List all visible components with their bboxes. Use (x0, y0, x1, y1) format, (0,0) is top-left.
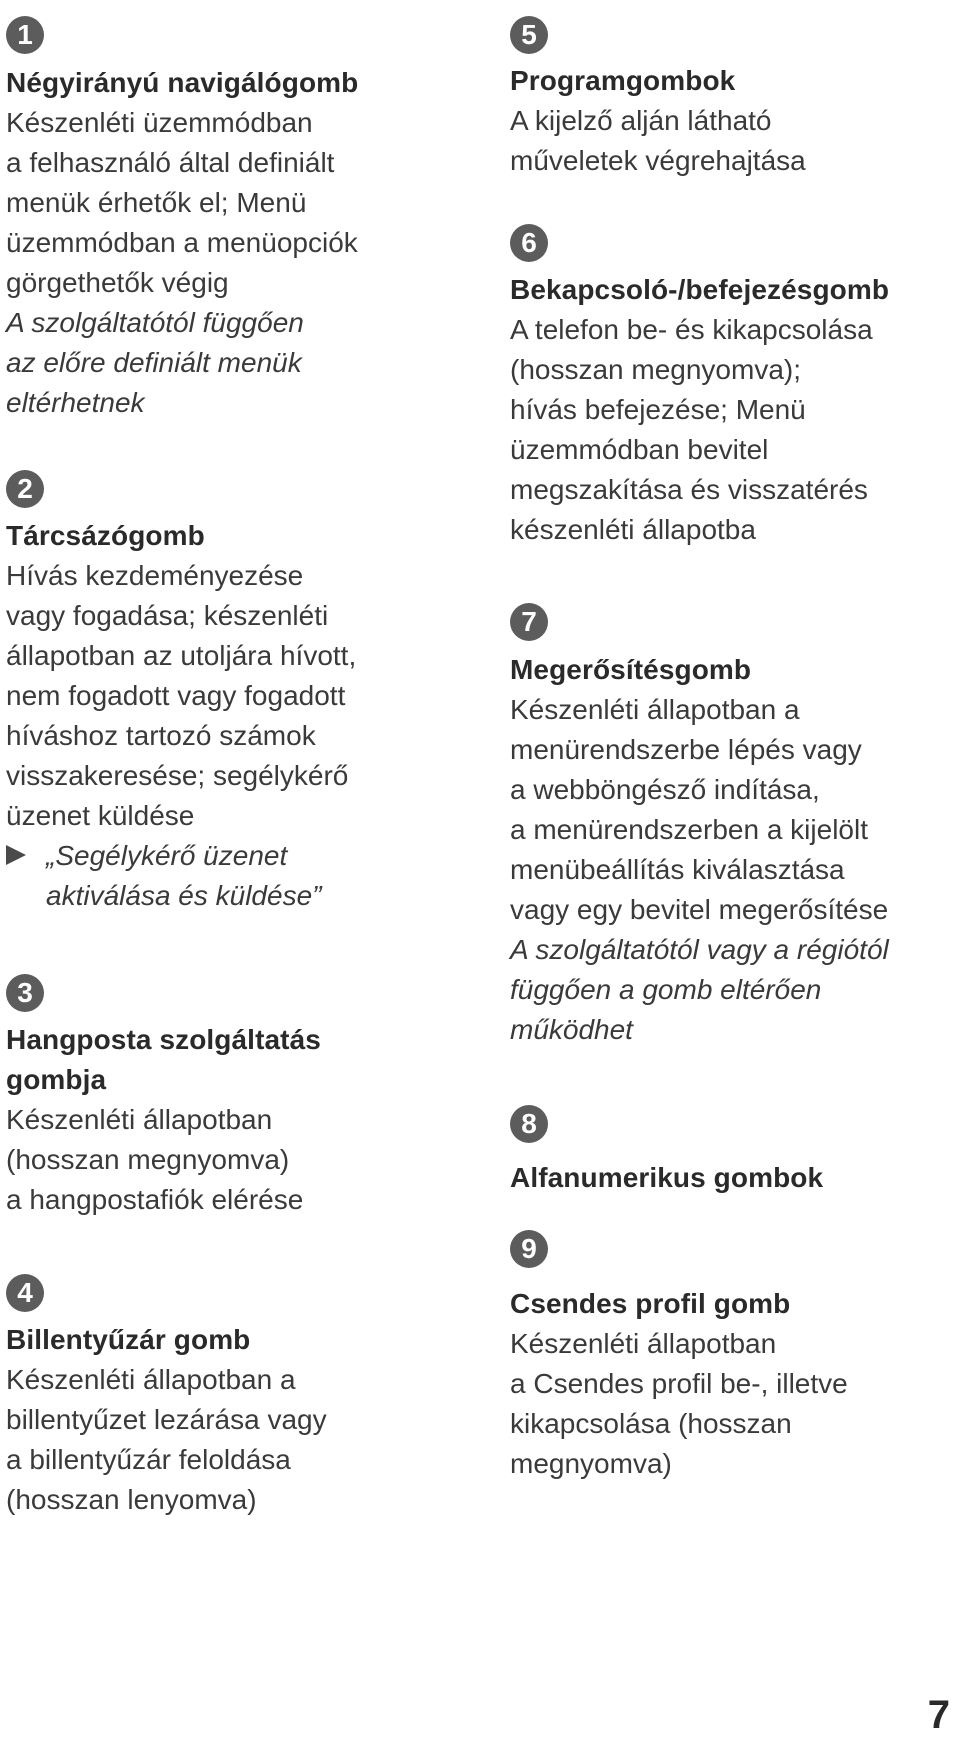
section-text-line: Készenléti állapotban a (6, 1364, 296, 1395)
section-text-line: Készenléti üzemmódban (6, 107, 313, 138)
section-title: Programgombok (510, 65, 736, 96)
section-title: Tárcsázógomb (6, 520, 205, 551)
section-text-line: a Csendes profil be-, illetve (510, 1368, 848, 1399)
section-title: Alfanumerikus gombok (510, 1162, 824, 1193)
section-text-line: (hosszan megnyomva) (6, 1144, 290, 1175)
section-title: Megerősítésgomb (510, 654, 752, 685)
section-text-line: híváshoz tartozó számok (6, 720, 316, 751)
section-number-badge: 5 (510, 16, 548, 54)
section-1-body (6, 63, 358, 423)
section-3-body (6, 1020, 321, 1220)
section-text-line: kikapcsolása (hosszan (510, 1408, 792, 1439)
section-text-line: a billentyűzár feloldása (6, 1444, 291, 1475)
section-2-body (6, 516, 356, 916)
cross-reference-text: aktiválása és küldése” (46, 880, 322, 911)
section-title: Csendes profil gomb (510, 1288, 791, 1319)
section-text-line: a hangpostafiók elérése (6, 1184, 304, 1215)
section-number-badge: 1 (6, 16, 44, 54)
section-text-line: üzemmódban bevitel (510, 434, 769, 465)
section-4-body (6, 1320, 327, 1520)
section-text-line: vagy fogadása; készenléti (6, 600, 329, 631)
section-text-line: Készenléti állapotban (6, 1104, 273, 1135)
section-8-body (510, 1158, 823, 1198)
section-number-badge: 6 (510, 224, 548, 262)
section-text-line: billentyűzet lezárása vagy (6, 1404, 327, 1435)
section-text-line: üzenet küldése (6, 800, 195, 831)
section-note-line: A szolgáltatótól függően (6, 307, 304, 338)
section-text-line: állapotban az utoljára hívott, (6, 640, 357, 671)
section-7-body (510, 650, 889, 1050)
section-title: Billentyűzár gomb (6, 1324, 251, 1355)
section-text-line: hívás befejezése; Menü (510, 394, 806, 425)
section-6-body (510, 270, 889, 550)
section-title: Bekapcsoló-/befejezésgomb (510, 274, 890, 305)
section-text-line: a menürendszerben a kijelölt (510, 814, 868, 845)
section-9-body (510, 1284, 848, 1484)
cross-reference-link[interactable] (6, 876, 356, 916)
section-text-line: menürendszerbe lépés vagy (510, 734, 862, 765)
section-text-line: (hosszan megnyomva); (510, 354, 802, 385)
section-text-line: A telefon be- és kikapcsolása (510, 314, 873, 345)
section-text-line: visszakeresése; segélykérő (6, 760, 349, 791)
section-5-body (510, 61, 806, 181)
section-note-line: A szolgáltatótól vagy a régiótól (510, 934, 889, 965)
page-number: 7 (927, 1693, 950, 1737)
section-text-line: megszakítása és visszatérés (510, 474, 868, 505)
section-text-line: menük érhetők el; Menü (6, 187, 307, 218)
section-number-badge: 4 (6, 1274, 44, 1312)
section-number-badge: 9 (510, 1230, 548, 1268)
section-text-line: Készenléti állapotban (510, 1328, 777, 1359)
section-number-badge: 2 (6, 470, 44, 508)
section-text-line: üzemmódban a menüopciók (6, 227, 358, 258)
section-text-line: nem fogadott vagy fogadott (6, 680, 346, 711)
section-title: gombja (6, 1064, 107, 1095)
section-text-line: görgethetők végig (6, 267, 229, 298)
section-1 (6, 16, 44, 54)
section-title: Négyirányú navigálógomb (6, 67, 359, 98)
section-number-badge: 3 (6, 974, 44, 1012)
section-note-line: működhet (510, 1014, 633, 1045)
section-text-line: vagy egy bevitel megerősítése (510, 894, 889, 925)
section-number-badge: 8 (510, 1105, 548, 1143)
section-text-line: a webböngésző indítása, (510, 774, 820, 805)
section-text-line: A kijelző alján látható (510, 105, 772, 136)
section-note-line: az előre definiált menük (6, 347, 302, 378)
cross-reference-text: „Segélykérő üzenet (46, 840, 288, 871)
section-text-line: (hosszan lenyomva) (6, 1484, 257, 1515)
cross-reference-link[interactable] (6, 836, 356, 876)
section-text-line: Hívás kezdeményezése (6, 560, 304, 591)
section-note-line: eltérhetnek (6, 387, 145, 418)
section-title: Hangposta szolgáltatás (6, 1024, 321, 1055)
section-text-line: a felhasználó által definiált (6, 147, 335, 178)
section-text-line: Készenléti állapotban a (510, 694, 800, 725)
arrow-right-icon (6, 845, 26, 865)
section-note-line: függően a gomb eltérően (510, 974, 822, 1005)
section-text-line: készenléti állapotba (510, 514, 756, 545)
section-number-badge: 7 (510, 603, 548, 641)
section-text-line: megnyomva) (510, 1448, 672, 1479)
section-text-line: műveletek végrehajtása (510, 145, 806, 176)
section-text-line: menübeállítás kiválasztása (510, 854, 845, 885)
